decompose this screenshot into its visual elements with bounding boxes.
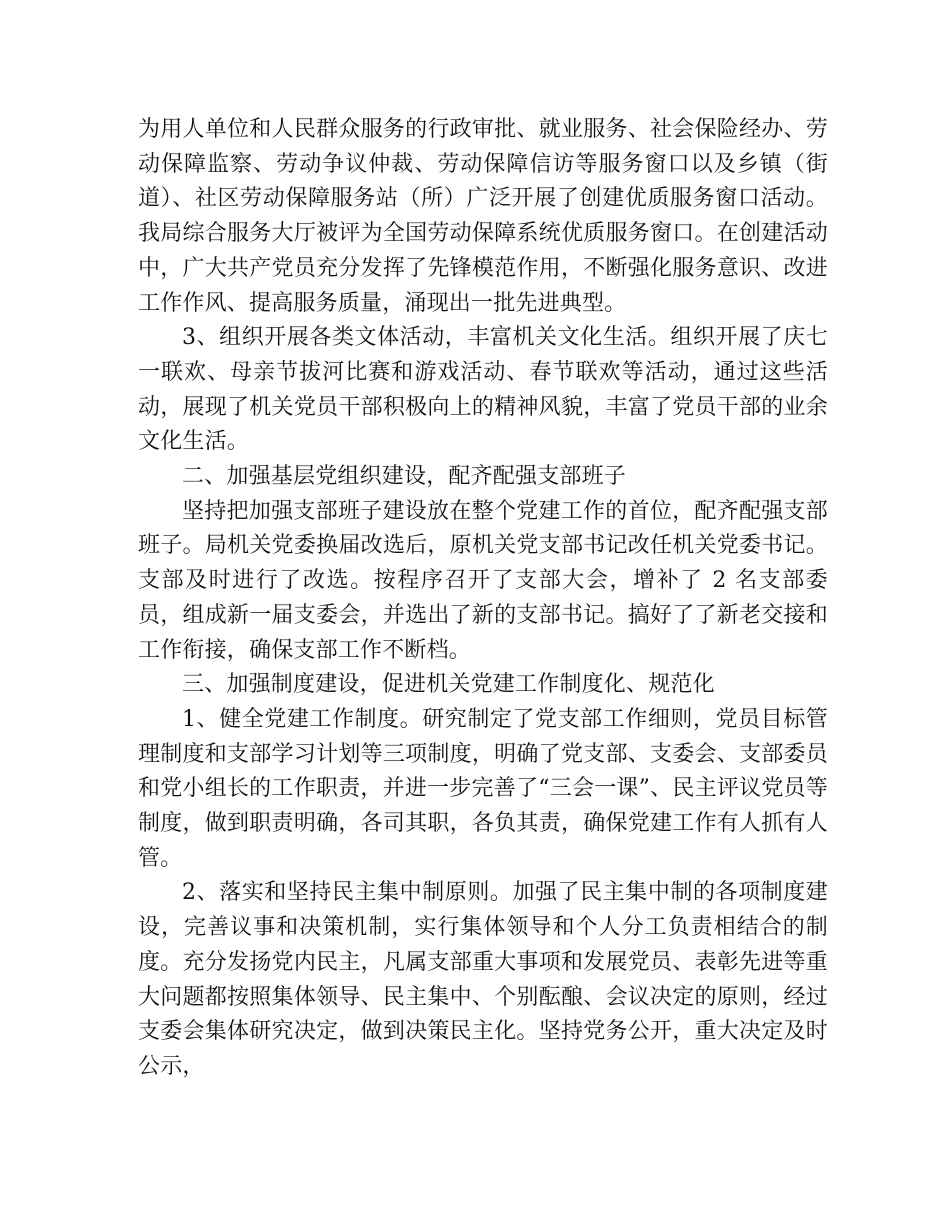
section-heading-system-building: 三、加强制度建设，促进机关党建工作制度化、规范化 [182,672,715,698]
paragraph-continuation: 为用人单位和人民群众服务的行政审批、就业服务、社会保险经办、劳动保障监察、劳动争议仲裁、劳动保障信访等服务窗口以及乡镇（街道）、社区劳动保障服务站（所）广泛开展了创建优质服务窗口活动。我局综合服务大厅被评为全国劳动保障系统优质服务窗口。在创建活动中，广大共产党员充分发挥了先锋模范作用，不断强化服务意识、改进工作作风、提高服务质量，涌现出一批先进典型。 [138,117,828,316]
paragraph-branch-team: 坚持把加强支部班子建设放在整个党建工作的首位，配齐配强支部班子。局机关党委换届改选后，原机关党支部书记改任机关党委书记。支部及时进行了改选。按程序召开了支部大会，增补了 2 名支部委员，组成新一届支委会，并选出了新的支部书记。搞好了了新老交接和工作衔接，确保支部工作不断档。 [138,498,828,663]
document-body [138,113,828,1085]
paragraph-cultural-activities: 3、组织开展各类文体活动，丰富机关文化生活。组织开展了庆七一联欢、母亲节拔河比赛和游戏活动、春节联欢等活动，通过这些活动，展现了机关党员干部积极向上的精神风貌，丰富了党员干部的业余文化生活。 [138,325,828,455]
section-heading-party-organization: 二、加强基层党组织建设，配齐配强支部班子 [182,464,627,490]
paragraph-work-system: 1、健全党建工作制度。研究制定了党支部工作细则，党员目标管理制度和支部学习计划等三项制度，明确了党支部、支委会、支部委员和党小组长的工作职责，并进一步完善了“三会一课”、民主评议党员等制度，做到职责明确，各司其职，各负其责，确保党建工作有人抓有人管。 [138,706,828,871]
paragraph-democratic-centralism: 2、落实和坚持民主集中制原则。加强了民主集中制的各项制度建设，完善议事和决策机制，实行集体领导和个人分工负责相结合的制度。充分发扬党内民主，凡属支部重大事项和发展党员、表彰先进等重大问题都按照集体领导、民主集中、个别酝酿、会议决定的原则，经过支委会集体研究决定，做到决策民主化。坚持党务公开，重大决定及时公示， [138,880,828,1079]
